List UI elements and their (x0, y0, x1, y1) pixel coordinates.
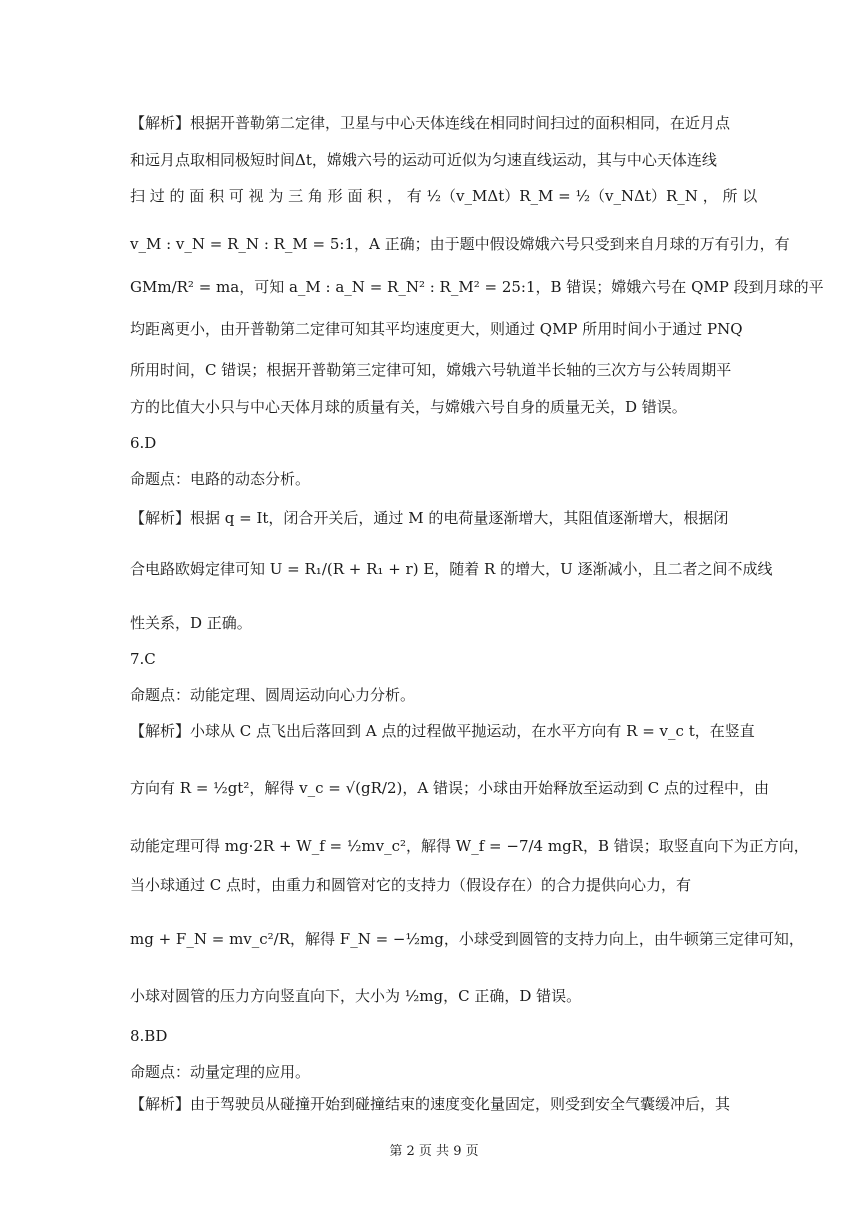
text-line: GMm/R² = ma，可知 a_M : a_N = R_N² : R_M² = 25:1，B 错误；嫦娥六号在 QMP 段到月球的平 (130, 278, 824, 296)
question-number: 7.C (130, 650, 156, 668)
topic-line: 命题点：电路的动态分析。 (130, 470, 311, 488)
text-line: 方向有 R = ½gt²，解得 v_c = √(gR/2)，A 错误；小球由开始释放至运动到 C 点的过程中，由 (130, 779, 769, 797)
text-line: 当小球通过 C 点时，由重力和圆管对它的支持力（假设存在）的合力提供向心力，有 (130, 876, 692, 894)
text-line: 【解析】根据开普勒第二定律，卫星与中心天体连线在相同时间扫过的面积相同，在近月点 (130, 114, 731, 132)
text-line: 合电路欧姆定律可知 U = R₁/(R + R₁ + r) E，随着 R 的增大，U 逐渐减小，且二者之间不成线 (130, 560, 773, 578)
text-line: 扫 过 的 面 积 可 视 为 三 角 形 面 积 ， 有 ½（v_MΔt）R_M = ½（v_NΔt）R_N ， 所 以 (130, 187, 758, 205)
text-line: 性关系，D 正确。 (130, 614, 252, 632)
text-line: 动能定理可得 mg·2R + W_f = ½mv_c²，解得 W_f = −7/4 mgR，B 错误；取竖直向下为正方向， (130, 837, 809, 855)
text-line: 【解析】根据 q = It，闭合开关后，通过 M 的电荷量逐渐增大，其阻值逐渐增大，根据闭 (130, 509, 729, 527)
text-line: 小球对圆管的压力方向竖直向下，大小为 ½mg，C 正确，D 错误。 (130, 987, 582, 1005)
question-number: 6.D (130, 434, 157, 452)
topic-line: 命题点：动量定理的应用。 (130, 1063, 311, 1081)
text-line: 【解析】小球从 C 点飞出后落回到 A 点的过程做平抛运动，在水平方向有 R = v_c t，在竖直 (130, 722, 755, 740)
text-line: v_M : v_N = R_N : R_M = 5:1，A 正确；由于题中假设嫦娥六号只受到来自月球的万有引力，有 (130, 235, 790, 253)
text-line: mg + F_N = mv_c²/R，解得 F_N = −½mg，小球受到圆管的支持力向上，由牛顿第三定律可知， (130, 930, 804, 948)
page-footer: 第 2 页 共 9 页 (389, 1144, 479, 1159)
text-line: 方的比值大小只与中心天体月球的质量有关，与嫦娥六号自身的质量无关，D 错误。 (130, 398, 687, 416)
topic-line: 命题点：动能定理、圆周运动向心力分析。 (130, 686, 416, 704)
text-line: 均距离更小，由开普勒第二定律可知其平均速度更大，则通过 QMP 所用时间小于通过 PNQ (130, 320, 743, 338)
text-line: 【解析】由于驾驶员从碰撞开始到碰撞结束的速度变化量固定，则受到安全气囊缓冲后，其 (130, 1095, 731, 1113)
text-line: 和远月点取相同极短时间Δt，嫦娥六号的运动可近似为匀速直线运动，其与中心天体连线 (130, 151, 717, 169)
question-number: 8.BD (130, 1027, 168, 1045)
text-line: 所用时间，C 错误；根据开普勒第三定律可知，嫦娥六号轨道半长轴的三次方与公转周期平 (130, 361, 732, 379)
